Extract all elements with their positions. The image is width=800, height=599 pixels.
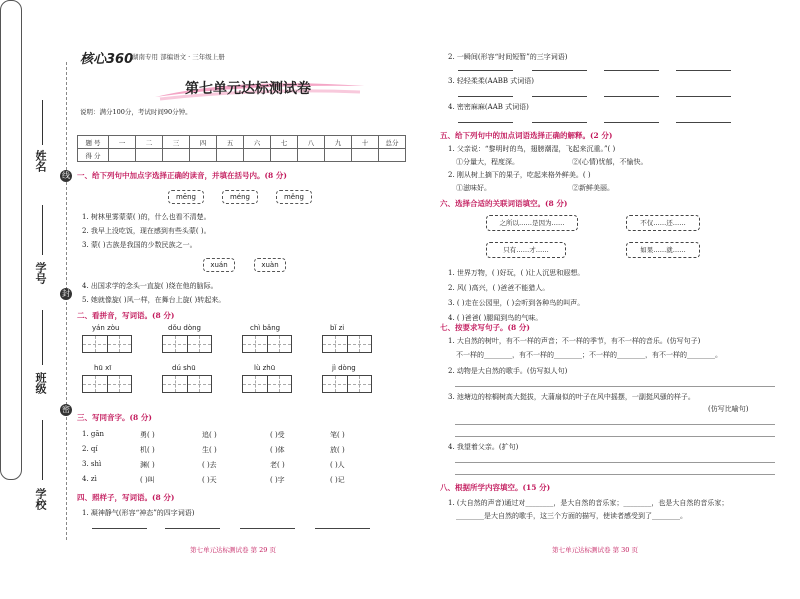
homophone-blank[interactable]: 笔( ) bbox=[330, 431, 345, 439]
score-header-cell: 九 bbox=[325, 136, 352, 149]
pinyin-label: jì dòng bbox=[332, 364, 356, 372]
section-1-title: 一、给下列句中加点字选择正确的读音，并填在括号内。(8 分) bbox=[77, 171, 287, 180]
answer-line[interactable] bbox=[676, 96, 731, 97]
question-text: 4. 出国求学的念头一直旋( )绕在他的脑际。 bbox=[82, 282, 218, 290]
homophone-blank[interactable]: 老( ) bbox=[270, 461, 285, 469]
question-text: 4. 我望着父亲。(扩句) bbox=[448, 443, 519, 451]
answer-line[interactable] bbox=[240, 528, 295, 529]
section-5-title: 五、给下列句中的加点词语选择正确的解释。(2 分) bbox=[440, 131, 613, 140]
homophone-blank[interactable]: ( )去 bbox=[202, 461, 217, 469]
page-title: 第七单元达标测试卷 bbox=[185, 81, 311, 97]
homophone-blank[interactable]: ( )人 bbox=[330, 461, 345, 469]
section-3-title: 三、写同音字。(8 分) bbox=[77, 413, 152, 422]
pinyin-option: měng bbox=[276, 190, 312, 204]
score-header-cell: 八 bbox=[298, 136, 325, 149]
homophone-blank[interactable]: ( )体 bbox=[270, 446, 285, 454]
brand-subtitle: 湖南专用 部编语文 · 三年级上册 bbox=[132, 53, 225, 61]
score-header-cell: 二 bbox=[136, 136, 163, 149]
question-text: 3. 蒙( )古族是我国的少数民族之一。 bbox=[82, 241, 197, 249]
answer-line[interactable] bbox=[604, 70, 659, 71]
seal-line-mark: 线 bbox=[62, 171, 70, 180]
homophone-blank[interactable]: ( )叫 bbox=[140, 476, 155, 484]
homophone-blank[interactable]: 生( ) bbox=[202, 446, 217, 454]
homophone-prompt: 2. qí bbox=[82, 445, 98, 453]
answer-line[interactable] bbox=[532, 122, 587, 123]
pinyin-label: hū xī bbox=[94, 364, 112, 372]
homophone-blank[interactable]: 追( ) bbox=[202, 431, 217, 439]
seal-seal-mark: 封 bbox=[62, 289, 70, 298]
score-cell[interactable] bbox=[190, 149, 217, 162]
pinyin-option: xuàn bbox=[254, 258, 286, 272]
answer-line[interactable] bbox=[455, 386, 775, 387]
homophone-blank[interactable]: ( )记 bbox=[330, 476, 345, 484]
pinyin-label: bǐ zi bbox=[330, 324, 345, 332]
question-text: 4. 密密麻麻(AAB 式词语) bbox=[448, 103, 529, 111]
question-text: 1. 世界万物，( )好玩，( )让人沉思和遐想。 bbox=[448, 269, 585, 277]
writing-grid[interactable] bbox=[322, 335, 372, 353]
writing-grid[interactable] bbox=[82, 335, 132, 353]
score-cell[interactable] bbox=[298, 149, 325, 162]
question-text: 3. 轻轻柔柔(AABB 式词语) bbox=[448, 77, 534, 85]
score-cell[interactable] bbox=[379, 149, 406, 162]
pinyin-option: méng bbox=[222, 190, 258, 204]
homophone-blank[interactable]: 机( ) bbox=[140, 446, 155, 454]
pinyin-label: chì bǎng bbox=[250, 324, 281, 332]
answer-line[interactable] bbox=[676, 70, 731, 71]
binding-strip bbox=[0, 0, 22, 480]
score-header-cell: 四 bbox=[190, 136, 217, 149]
answer-line[interactable] bbox=[92, 528, 147, 529]
page-footer-right: 第七单元达标测试卷 第 30 页 bbox=[552, 546, 638, 554]
question-text: 2. 风( )高兴，( )爸爸不能猎人。 bbox=[448, 284, 550, 292]
conjunction-option: 如果……就…… bbox=[626, 242, 700, 258]
answer-line[interactable] bbox=[458, 96, 513, 97]
writing-grid[interactable] bbox=[242, 375, 292, 393]
name-label: 姓名 bbox=[34, 150, 47, 172]
score-header-cell: 题 号 bbox=[78, 136, 109, 149]
question-text: 2. 我早上没吃饭，现在感到有些头蒙( )。 bbox=[82, 227, 211, 235]
score-cell[interactable] bbox=[163, 149, 190, 162]
pinyin-option: mēng bbox=[168, 190, 204, 204]
score-cell[interactable] bbox=[217, 149, 244, 162]
question-text: 1. 父亲说：“黎明时的鸟，翅膀潮湿，飞起来沉重。”( ) bbox=[448, 145, 616, 153]
cut-line bbox=[66, 62, 67, 540]
conjunction-option: 之所以……是因为…… bbox=[486, 215, 578, 231]
section-7-title: 七、按要求写句子。(8 分) bbox=[440, 323, 530, 332]
homophone-prompt: 3. shì bbox=[82, 460, 102, 468]
number-label: 学号 bbox=[34, 262, 47, 284]
score-header-cell: 三 bbox=[163, 136, 190, 149]
fill-template: 不一样的________，有不一样的________；不一样的________，有不一样的________。 bbox=[456, 351, 722, 359]
pinyin-label: lù zhū bbox=[254, 364, 276, 372]
number-line bbox=[42, 205, 43, 255]
answer-line[interactable] bbox=[455, 462, 775, 463]
homophone-blank[interactable]: 放( ) bbox=[330, 446, 345, 454]
section-2-title: 二、看拼音，写词语。(8 分) bbox=[77, 311, 175, 320]
question-text: 2. 刚从树上摘下的果子，吃起来格外鲜美。( ) bbox=[448, 171, 591, 179]
answer-line[interactable] bbox=[455, 474, 775, 475]
page-footer-left: 第七单元达标测试卷 第 29 页 bbox=[190, 546, 276, 554]
instruction-text: (仿写比喻句) bbox=[708, 405, 749, 413]
answer-line[interactable] bbox=[532, 96, 587, 97]
pinyin-label: dǒu dòng bbox=[168, 324, 201, 332]
homophone-blank[interactable]: ( )受 bbox=[270, 431, 285, 439]
question-text: 1. 大自然的树叶，有不一样的声音；不一样的季节，有不一样的音乐。(仿写句子) bbox=[448, 337, 701, 345]
option-text: ①分量大，程度深。 bbox=[456, 158, 519, 166]
question-text: 1. 树林里雾蒙蒙( )的，什么也看不清楚。 bbox=[82, 213, 211, 221]
option-text: ②新鲜美丽。 bbox=[572, 184, 614, 192]
exam-note: 说明：满分100分，考试时间90分钟。 bbox=[80, 108, 192, 116]
pinyin-label: dú shū bbox=[172, 364, 196, 372]
question-text: 2. 一瞬间(形容“时间短暂”的三字词语) bbox=[448, 53, 568, 61]
question-text: 2. 动物是大自然的歌手。(仿写拟人句) bbox=[448, 367, 568, 375]
class-label: 班级 bbox=[34, 372, 47, 394]
homophone-blank[interactable]: 勇( ) bbox=[140, 431, 155, 439]
score-cell[interactable] bbox=[244, 149, 271, 162]
question-text: ________是大自然的歌手，这三个方面的描写，使读者感受到了________。 bbox=[456, 512, 687, 520]
answer-line[interactable] bbox=[676, 122, 731, 123]
section-6-title: 六、选择合适的关联词语填空。(8 分) bbox=[440, 199, 568, 208]
writing-grid[interactable] bbox=[162, 335, 212, 353]
score-cell[interactable] bbox=[325, 149, 352, 162]
answer-line[interactable] bbox=[455, 424, 775, 425]
score-cell[interactable] bbox=[352, 149, 379, 162]
score-table bbox=[77, 135, 406, 162]
score-header-cell: 总分 bbox=[379, 136, 406, 149]
answer-line[interactable] bbox=[455, 436, 775, 437]
score-header-cell: 七 bbox=[271, 136, 298, 149]
score-header-cell: 十 bbox=[352, 136, 379, 149]
score-row-label: 得 分 bbox=[78, 149, 109, 162]
homophone-prompt: 1. gān bbox=[82, 430, 105, 438]
writing-grid[interactable] bbox=[162, 375, 212, 393]
answer-line[interactable] bbox=[315, 528, 370, 529]
answer-line[interactable] bbox=[604, 122, 659, 123]
answer-line[interactable] bbox=[165, 528, 220, 529]
score-header-cell: 五 bbox=[217, 136, 244, 149]
score-header-cell: 六 bbox=[244, 136, 271, 149]
option-text: ①滋味好。 bbox=[456, 184, 491, 192]
question-text: 3. ( )走在公园里，( )会听到各种鸟的叫声。 bbox=[448, 299, 585, 307]
score-cell[interactable] bbox=[109, 149, 136, 162]
homophone-blank[interactable]: 渊( ) bbox=[140, 461, 155, 469]
answer-line[interactable] bbox=[532, 70, 587, 71]
school-label: 学校 bbox=[34, 488, 47, 510]
score-cell[interactable] bbox=[136, 149, 163, 162]
question-text: 5. 她就像旋( )风一样，在舞台上旋( )转起来。 bbox=[82, 296, 226, 304]
homophone-blank[interactable]: ( )字 bbox=[270, 476, 285, 484]
section-8-title: 八、根据所学内容填空。(15 分) bbox=[440, 483, 551, 492]
homophone-blank[interactable]: ( )天 bbox=[202, 476, 217, 484]
writing-grid[interactable] bbox=[322, 375, 372, 393]
seal-secret-mark: 密 bbox=[62, 405, 70, 414]
writing-grid[interactable] bbox=[82, 375, 132, 393]
conjunction-option: 只有……才…… bbox=[486, 242, 566, 258]
question-text: 4. ( )爸爸( )腿闻到鸟的气味。 bbox=[448, 314, 543, 322]
section-4-title: 四、照样子，写词语。(8 分) bbox=[77, 493, 175, 502]
conjunction-option: 不仅……还…… bbox=[626, 215, 700, 231]
school-line bbox=[42, 420, 43, 480]
homophone-prompt: 4. zì bbox=[82, 475, 97, 483]
answer-line[interactable] bbox=[604, 96, 659, 97]
answer-line[interactable] bbox=[458, 70, 513, 71]
score-header-cell: 一 bbox=[109, 136, 136, 149]
writing-grid[interactable] bbox=[242, 335, 292, 353]
pinyin-option: xuán bbox=[203, 258, 235, 272]
answer-line[interactable] bbox=[458, 122, 513, 123]
question-text: 1. 凝神静气(形容“神态”的四字词语) bbox=[82, 509, 195, 517]
brand-logo: 核心360 bbox=[80, 52, 134, 67]
question-text: 3. 池塘边的棕榈树高大挺拔，大蒲扇似的叶子在风中摇摆，一副挺风骚的样子。 bbox=[448, 393, 695, 401]
pinyin-label: yán zòu bbox=[92, 324, 120, 332]
score-cell[interactable] bbox=[271, 149, 298, 162]
question-text: 1. (大自然的声音)通过对________，是大自然的音乐家；________，也是大自然的音乐家； bbox=[448, 499, 729, 507]
class-line bbox=[42, 310, 43, 365]
option-text: ②(心情)忧郁，不愉快。 bbox=[572, 158, 648, 166]
name-line bbox=[42, 100, 43, 145]
